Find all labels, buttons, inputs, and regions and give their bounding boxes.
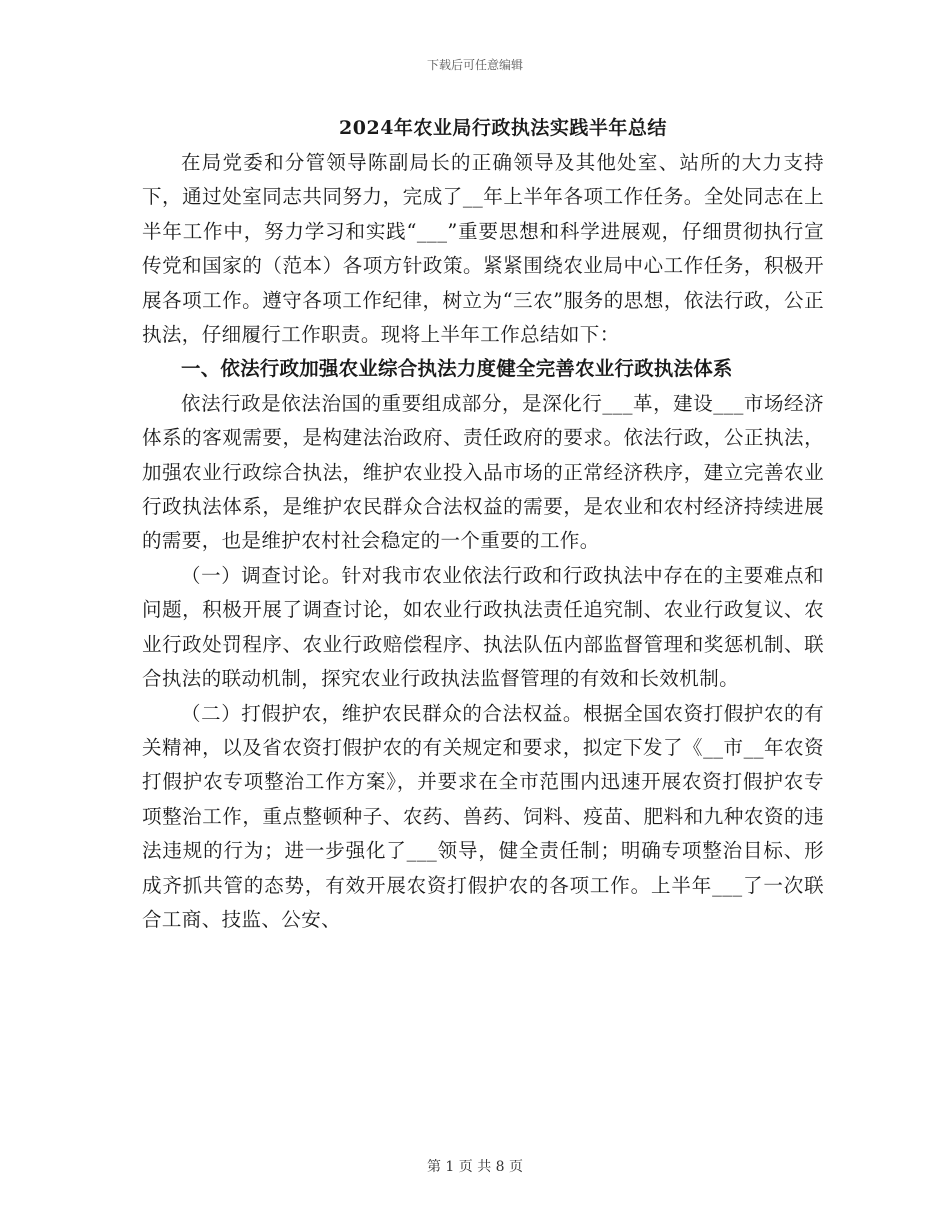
intro-paragraph: 在局党委和分管领导陈副局长的正确领导及其他处室、站所的大力支持下，通过处室同志共同努力，完成了__年上半年各项工作任务。全处同志在上半年工作中，努力学习和实践“___”重要思想和科学进展观，仔细贯彻执行宣传党和国家的（范本）各项方针政策。紧紧围绕农业局中心工作任务，积极开展各项工作。遵守各项工作纪律，树立为“三农”服务的思想，依法行政，公正执法，仔细履行工作职责。现将上半年工作总结如下： (142, 151, 824, 347)
document-body (142, 110, 824, 937)
section-heading: 一、依法行政加强农业综合执法力度健全完善农业行政执法体系 (181, 357, 733, 381)
section-paragraph: 依法行政是依法治国的重要组成部分，是深化行___革，建设___市场经济体系的客观需要，是构建法治政府、责任政府的要求。依法行政，公正执法，加强农业行政综合执法，维护农业投入品市场的正常经济秩序，建立完善农业行政执法体系，是维护农民群众合法权益的需要，是农业和农村经济持续进展的需要，也是维护农村社会稳定的一个重要的工作。 (142, 391, 824, 553)
item-paragraph-1: （一）调查讨论。针对我市农业依法行政和行政执法中存在的主要难点和问题，积极开展了调查讨论，如农业行政执法责任追究制、农业行政复议、农业行政处罚程序、农业行政赔偿程序、执法队伍内部监督管理和奖惩机制、联合执法的联动机制，探究农业行政执法监督管理的有效和长效机制。 (142, 563, 824, 691)
item-paragraph-2: （二）打假护农，维护农民群众的合法权益。根据全国农资打假护农的有关精神，以及省农资打假护农的有关规定和要求，拟定下发了《__市__年农资打假护农专项整治工作方案》，并要求在全市范围内迅速开展农资打假护农专项整治工作，重点整顿种子、农药、兽药、饲料、疫苗、肥料和九种农资的违法违规的行为；进一步强化了___领导，健全责任制；明确专项整治目标、形成齐抓共管的态势，有效开展农资打假护农的各项工作。上半年___了一次联合工商、技监、公安、 (142, 701, 824, 931)
page-footer: 第 1 页 共 8 页 (426, 1159, 524, 1175)
document-title: 2024年农业局行政执法实践半年总结 (339, 117, 667, 139)
header-note: 下载后可任意编辑 (426, 58, 523, 72)
